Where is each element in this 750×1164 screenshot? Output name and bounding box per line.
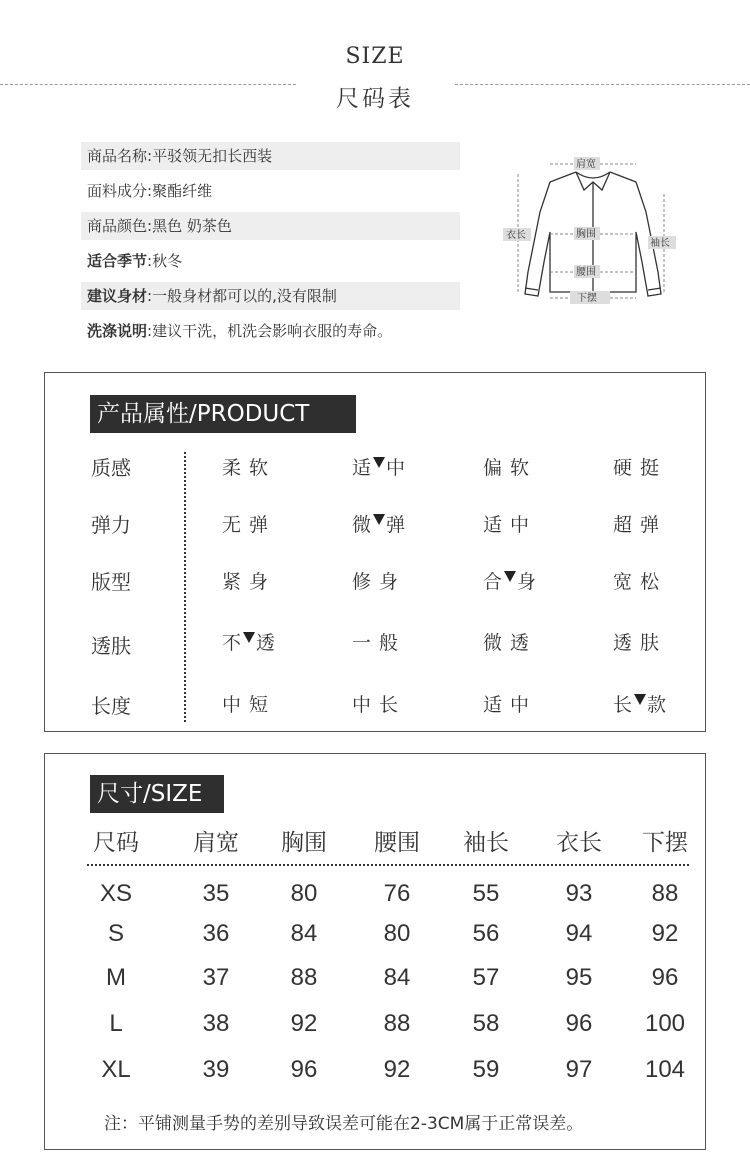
cell-shoulder: 38	[202, 1010, 230, 1037]
col-header-size: 尺码	[93, 830, 139, 856]
cell-length: 96	[565, 1010, 593, 1037]
cell-size: XL	[101, 1056, 131, 1083]
info-separator: :	[147, 147, 153, 165]
selected-marker-icon	[504, 571, 516, 582]
info-row-body	[81, 282, 460, 310]
col-header-waist: 腰围	[374, 830, 420, 856]
cell-chest: 84	[290, 920, 318, 947]
info-value: 建议干洗，机洗会影响衣服的寿命。	[152, 322, 393, 340]
info-key: 洗涤说明	[87, 322, 148, 340]
attr-option-selected: 长 款	[613, 694, 675, 716]
col-header-length: 衣长	[556, 830, 602, 856]
cell-shoulder: 37	[202, 964, 230, 991]
info-row-season	[81, 247, 460, 275]
cell-shoulder: 39	[202, 1056, 230, 1083]
selected-marker-icon	[634, 694, 646, 705]
attr-option: 宽松	[613, 571, 668, 593]
attr-option: 硬挺	[613, 457, 668, 479]
cell-waist: 84	[383, 964, 411, 991]
attr-option: 偏软	[483, 457, 538, 479]
cell-length: 95	[565, 964, 593, 991]
product-section-title: 产品属性/PRODUCT	[90, 395, 356, 433]
info-key: 商品名称	[87, 147, 148, 165]
sleeve-label: 袖长	[650, 238, 670, 249]
waist-label: 腰围	[576, 267, 596, 278]
jacket-right-cuff	[648, 288, 661, 290]
attr-option: 一般	[352, 632, 407, 654]
info-key: 面料成分	[87, 182, 148, 200]
cell-hem: 100	[644, 1010, 686, 1037]
size-section-title: 尺寸/SIZE	[90, 775, 224, 813]
info-row-name	[81, 142, 460, 170]
page-title-en: SIZE	[345, 44, 405, 69]
attr-name-texture: 质感	[91, 456, 131, 480]
info-separator: :	[147, 287, 153, 305]
info-key: 商品颜色	[87, 217, 148, 235]
col-header-hem: 下摆	[642, 830, 688, 856]
cell-waist: 92	[383, 1056, 411, 1083]
info-key: 适合季节	[87, 252, 148, 270]
cell-waist: 88	[383, 1010, 411, 1037]
attr-option: 柔软	[222, 457, 277, 479]
chest-label: 胸围	[576, 229, 596, 240]
cell-size: L	[109, 1010, 123, 1037]
info-separator: :	[147, 322, 153, 340]
attr-option: 超弹	[613, 514, 668, 536]
cell-length: 94	[565, 920, 593, 947]
attr-name-sheerness: 透肤	[91, 634, 131, 658]
selected-marker-icon	[373, 514, 385, 525]
col-header-shoulder: 肩宽	[193, 830, 239, 856]
cell-sleeve: 57	[472, 964, 500, 991]
jacket-measurement-diagram	[498, 152, 688, 310]
info-row-wash	[81, 317, 460, 345]
cell-shoulder: 35	[202, 880, 230, 907]
attr-option-selected: 微 弹	[352, 514, 414, 536]
cell-sleeve: 55	[472, 880, 500, 907]
page-title-cn: 尺码表	[336, 86, 414, 112]
cell-size: XS	[99, 880, 132, 907]
cell-waist: 80	[383, 920, 411, 947]
cell-chest: 92	[290, 1010, 318, 1037]
info-separator: :	[147, 182, 153, 200]
info-value: 一般身材都可以的,没有限制	[152, 287, 337, 305]
info-value: 聚酯纤维	[152, 182, 213, 200]
selected-marker-icon	[243, 632, 255, 643]
attr-name-fit: 版型	[91, 570, 131, 594]
jacket-left-cuff	[525, 288, 538, 290]
cell-sleeve: 59	[472, 1056, 500, 1083]
attributes-divider	[184, 452, 186, 722]
cell-hem: 96	[651, 964, 679, 991]
info-value: 秋冬	[152, 252, 183, 270]
attr-option: 中长	[352, 694, 407, 716]
attr-option: 无弹	[222, 514, 277, 536]
info-value: 黑色 奶茶色	[152, 217, 232, 235]
attr-option: 微透	[483, 632, 538, 654]
cell-hem: 92	[651, 920, 679, 947]
cell-chest: 80	[290, 880, 318, 907]
cell-hem: 88	[651, 880, 679, 907]
length-label: 衣长	[506, 230, 526, 241]
hem-label: 下摆	[577, 293, 597, 304]
cell-chest: 88	[290, 964, 318, 991]
attr-option-selected: 合 身	[483, 571, 545, 593]
info-separator: :	[147, 252, 153, 270]
info-key: 建议身材	[87, 287, 148, 305]
attr-option: 中短	[222, 694, 277, 716]
cell-size: S	[107, 920, 124, 947]
info-row-fabric	[81, 177, 460, 205]
cell-sleeve: 58	[472, 1010, 500, 1037]
shoulder-label: 肩宽	[576, 159, 596, 170]
col-header-sleeve: 袖长	[463, 830, 509, 856]
table-header-divider	[87, 864, 689, 866]
attr-option: 紧身	[222, 571, 277, 593]
cell-length: 93	[565, 880, 593, 907]
info-separator: :	[147, 217, 153, 235]
cell-chest: 96	[290, 1056, 318, 1083]
attr-option: 适中	[483, 694, 538, 716]
info-value: 平驳领无扣长西装	[152, 147, 273, 165]
cell-waist: 76	[383, 880, 411, 907]
cell-size: M	[106, 964, 126, 991]
attr-option-selected: 适 中	[352, 457, 414, 479]
selected-marker-icon	[373, 457, 385, 468]
measurement-note: 注：平铺测量手势的差别导致误差可能在2-3CM属于正常误差。	[104, 1114, 584, 1134]
cell-shoulder: 36	[202, 920, 230, 947]
info-row-color	[81, 212, 460, 240]
attr-name-length: 长度	[91, 694, 131, 718]
attr-option: 适中	[483, 514, 538, 536]
cell-length: 97	[565, 1056, 593, 1083]
cell-sleeve: 56	[472, 920, 500, 947]
attr-option: 修身	[352, 571, 407, 593]
attr-option-selected: 不 透	[222, 632, 284, 654]
attr-name-elasticity: 弹力	[91, 513, 131, 537]
cell-hem: 104	[644, 1056, 686, 1083]
attr-option: 透肤	[613, 632, 668, 654]
col-header-chest: 胸围	[281, 830, 327, 856]
